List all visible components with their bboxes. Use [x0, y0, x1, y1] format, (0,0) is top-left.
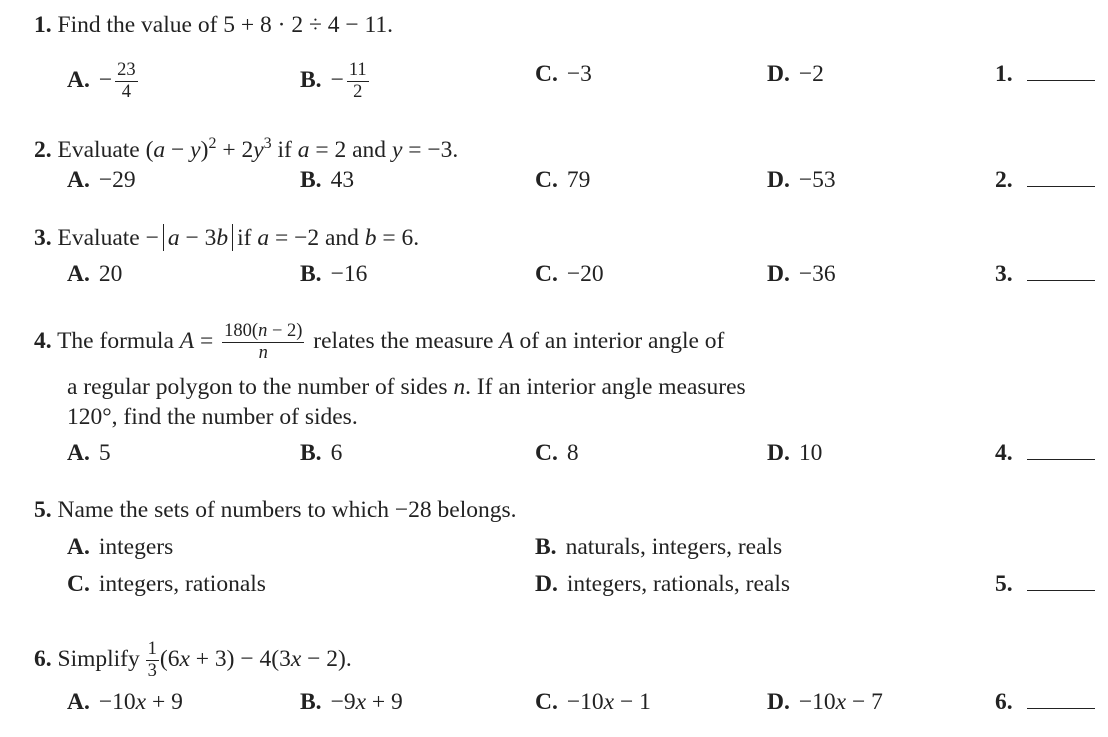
- option-letter: A.: [67, 261, 90, 287]
- question-2-prompt: [34, 130, 458, 164]
- option-text: 43: [330, 167, 355, 193]
- answer-label-3: 3.: [995, 261, 1013, 287]
- option-letter: B.: [300, 167, 322, 193]
- option-letter: C.: [535, 689, 558, 715]
- question-text: Evaluate $(a - y)^2 + 2y^3$ if a = 2 and y = −3.: [57, 135, 459, 163]
- q5-option-a[interactable]: [67, 533, 173, 561]
- question-3-prompt: [34, 224, 419, 252]
- option-sign: −: [98, 66, 113, 93]
- option-text: 5: [98, 440, 111, 466]
- option-text: −10x + 9: [98, 689, 183, 715]
- option-letter: B.: [300, 689, 322, 715]
- option-fraction: [115, 60, 138, 103]
- q5-option-b[interactable]: [535, 533, 782, 561]
- answer-label-4: 4.: [995, 440, 1013, 466]
- option-text: −36: [798, 261, 836, 287]
- q1-option-a[interactable]: [67, 60, 141, 103]
- q4-option-b[interactable]: [300, 439, 342, 467]
- answer-blank-6[interactable]: [1027, 708, 1095, 709]
- q5-option-c[interactable]: [67, 570, 266, 598]
- option-letter: D.: [767, 689, 790, 715]
- option-text: −2: [798, 61, 824, 87]
- option-letter: B.: [300, 440, 322, 466]
- option-letter: D.: [767, 167, 790, 193]
- option-letter: D.: [767, 261, 790, 287]
- q3-option-a[interactable]: [67, 260, 122, 288]
- answer-blank-1[interactable]: [1027, 80, 1095, 81]
- option-letter: D.: [767, 440, 790, 466]
- q1-option-b[interactable]: [300, 60, 372, 103]
- question-number: 2.: [34, 136, 52, 163]
- option-letter: C.: [535, 440, 558, 466]
- question-5-prompt: [34, 496, 517, 524]
- question-1-prompt: [34, 11, 393, 39]
- question-text: Simplify $\frac{1}{3}$ (6x + 3) − 4(3x − 2).: [57, 639, 352, 681]
- one-third-fraction: $\frac{1}{3}$: [147, 639, 157, 681]
- option-text: integers, rationals, reals: [566, 571, 791, 597]
- option-text: −29: [98, 167, 136, 193]
- option-text: −10x − 1: [566, 689, 651, 715]
- q5-option-d[interactable]: [535, 570, 790, 598]
- question-4-line-2: a regular polygon to the number of sides n. If an interior angle measures: [67, 374, 746, 400]
- fraction-denominator: 2: [353, 82, 363, 102]
- q4-option-c[interactable]: [535, 439, 579, 467]
- fraction-numerator: 23: [117, 60, 136, 80]
- q3-option-d[interactable]: [767, 260, 836, 288]
- formula-fraction: $\frac{180(n - 2)}{n}$: [224, 321, 303, 363]
- option-text: integers: [98, 534, 174, 560]
- question-number: 5.: [34, 497, 52, 523]
- question-text: Evaluate − a − 3b if a = −2 and b = 6.: [57, 225, 420, 251]
- q6-option-a[interactable]: [67, 688, 183, 716]
- q4-option-d[interactable]: [767, 439, 822, 467]
- option-text: 6: [330, 440, 343, 466]
- absolute-value-bar-right: [232, 224, 233, 251]
- q1-option-d[interactable]: [767, 60, 824, 88]
- answer-label-1: 1.: [995, 61, 1013, 87]
- q2-option-c[interactable]: [535, 166, 590, 194]
- question-text: The formula A = $\frac{180(n - 2)}{n}$ relates the measure A of an interior angle of: [57, 321, 725, 363]
- q4-option-a[interactable]: [67, 439, 111, 467]
- absolute-value-bar-left: [163, 224, 164, 251]
- option-text: 10: [798, 440, 823, 466]
- option-letter: D.: [535, 571, 558, 597]
- option-fraction: [347, 60, 369, 103]
- option-text: 8: [566, 440, 579, 466]
- answer-label-2: 2.: [995, 167, 1013, 193]
- option-letter: A.: [67, 689, 90, 715]
- option-sign: −: [330, 66, 344, 93]
- q6-option-b[interactable]: [300, 688, 403, 716]
- question-6-prompt: [34, 639, 352, 682]
- q1-option-c[interactable]: [535, 60, 592, 88]
- answer-blank-3[interactable]: [1027, 280, 1095, 281]
- option-text: −10x − 7: [798, 689, 883, 715]
- option-text: −9x + 9: [330, 689, 403, 715]
- option-letter: A.: [67, 167, 90, 193]
- option-letter: D.: [767, 61, 790, 87]
- option-letter: B.: [535, 534, 557, 560]
- option-text: −20: [566, 261, 604, 287]
- option-text: −3: [566, 61, 592, 87]
- option-letter: A.: [67, 534, 90, 560]
- q2-option-b[interactable]: [300, 166, 354, 194]
- option-letter: B.: [300, 66, 322, 93]
- question-number: 4.: [34, 327, 52, 354]
- answer-label-6: 6.: [995, 689, 1013, 715]
- q2-option-d[interactable]: [767, 166, 836, 194]
- question-number: 6.: [34, 645, 52, 672]
- option-letter: C.: [67, 571, 90, 597]
- answer-blank-5[interactable]: [1027, 590, 1095, 591]
- question-text: Find the value of 5 + 8 · 2 ÷ 4 − 11.: [57, 12, 394, 38]
- option-text: 20: [98, 261, 123, 287]
- option-letter: C.: [535, 61, 558, 87]
- answer-blank-4[interactable]: [1027, 459, 1095, 460]
- question-number: 1.: [34, 12, 52, 38]
- question-number: 3.: [34, 225, 52, 251]
- option-text: naturals, integers, reals: [565, 534, 783, 560]
- option-letter: A.: [67, 66, 90, 93]
- option-text: 79: [566, 167, 591, 193]
- question-text: Name the sets of numbers to which −28 belongs.: [57, 497, 517, 523]
- q6-option-d[interactable]: [767, 688, 883, 716]
- question-4-line-3: 120°, find the number of sides.: [67, 404, 358, 430]
- question-4-prompt: [34, 321, 724, 364]
- q3-option-c[interactable]: [535, 260, 604, 288]
- fraction-denominator: 4: [121, 82, 131, 102]
- option-text: integers, rationals: [98, 571, 266, 597]
- option-letter: C.: [535, 261, 558, 287]
- answer-label-5: 5.: [995, 571, 1013, 597]
- answer-blank-2[interactable]: [1027, 186, 1095, 187]
- q6-option-c[interactable]: [535, 688, 651, 716]
- option-letter: C.: [535, 167, 558, 193]
- option-letter: B.: [300, 261, 322, 287]
- fraction-numerator: 11: [348, 60, 367, 80]
- q3-option-b[interactable]: [300, 260, 367, 288]
- q2-option-a[interactable]: [67, 166, 136, 194]
- option-letter: A.: [67, 440, 90, 466]
- option-text: −16: [330, 261, 368, 287]
- option-text: −53: [798, 167, 836, 193]
